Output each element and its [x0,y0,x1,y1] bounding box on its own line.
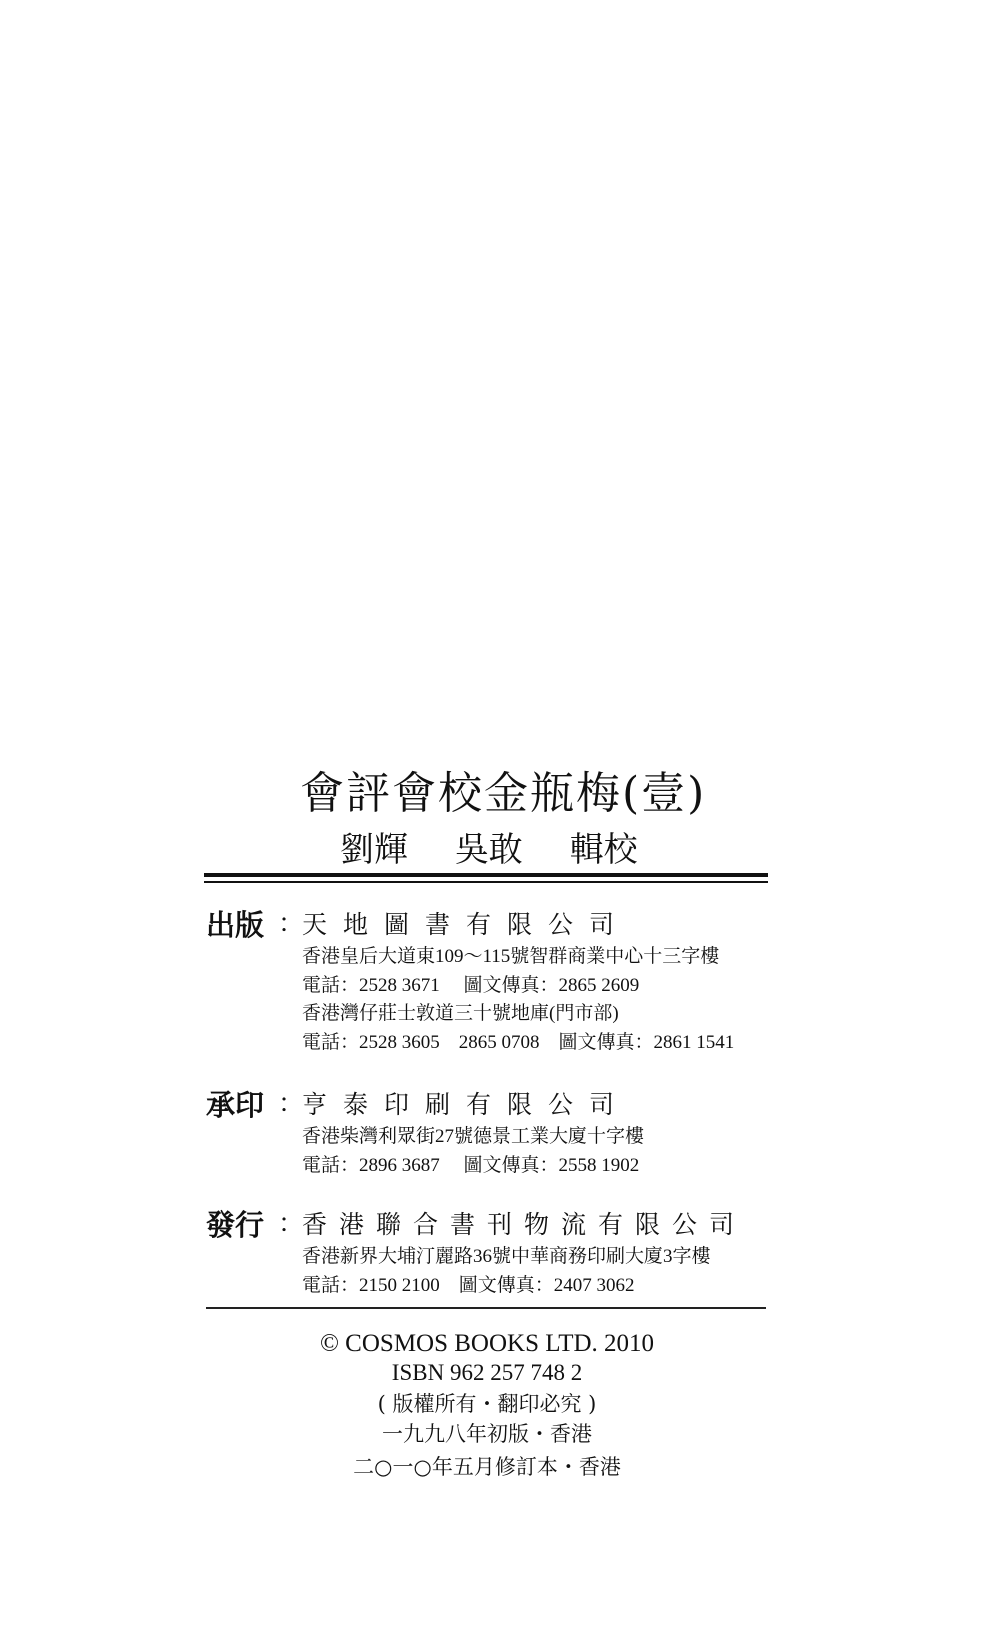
distributor-colon: ： [278,1209,305,1239]
publisher-name-char: 書 [425,910,451,939]
publisher-name-char: 公 [548,910,574,939]
editor-1: 劉輝 [340,830,408,870]
publisher-contact-2: 電話：2528 3605 2865 0708 圖文傳真：2861 1541 [302,1032,735,1053]
printer-label: 承印 [206,1088,265,1122]
publisher-name-char: 圖 [384,910,410,939]
printer-name [302,1085,619,1121]
printer-address: 香港柴灣利眾街27號德景工業大廈十字樓 [302,1126,645,1147]
copyright-line: © COSMOS BOOKS LTD. 2010 [319,1330,655,1357]
publisher-name-char: 司 [589,910,615,939]
rights-notice: ( 版權所有・翻印必究 ) [377,1392,597,1416]
revised-edition-line: 二○一○年五月修訂本・香港 [353,1455,621,1479]
isbn-line: ISBN 962 257 748 2 [391,1360,583,1385]
printer-name-char: 泰 [343,1090,369,1119]
printer-name-char: 亨 [302,1090,328,1119]
distributor-name-char: 書 [450,1210,476,1239]
publisher-address-1: 香港皇后大道東109～115號智群商業中心十三字樓 [302,946,720,967]
distributor-name-char: 港 [339,1210,365,1239]
distributor-name-char: 公 [672,1210,698,1239]
distributor-name-char: 香 [302,1210,328,1239]
printer-contact: 電話：2896 3687 圖文傳真：2558 1902 [302,1155,640,1176]
printer-name-char: 印 [384,1090,410,1119]
distributor-name-char: 聯 [376,1210,402,1239]
publisher-contact-1: 電話：2528 3671 圖文傳真：2865 2609 [302,975,640,996]
book-title: 會評會校金瓶梅(壹) [300,768,707,819]
printer-name-char: 限 [507,1090,533,1119]
distributor-address: 香港新界大埔汀麗路36號中華商務印刷大廈3字樓 [302,1246,711,1267]
printer-name-char: 有 [466,1090,492,1119]
first-edition-line: 一九九八年初版・香港 [382,1422,592,1446]
publisher-name-char: 有 [466,910,492,939]
distributor-label: 發行 [206,1208,265,1242]
printer-name-char: 公 [548,1090,574,1119]
printer-name-char: 刷 [425,1090,451,1119]
publisher-address-2: 香港灣仔莊士敦道三十號地庫(門市部) [302,1003,619,1024]
printer-name-char: 司 [589,1090,615,1119]
publisher-label: 出版 [206,908,265,942]
distributor-name-char: 合 [413,1210,439,1239]
editor-2: 吳敢 [454,830,523,870]
publisher-name-char: 限 [507,910,533,939]
distributor-name-char: 流 [561,1210,587,1239]
distributor-name [302,1205,737,1241]
distributor-name-char: 限 [635,1210,661,1239]
publisher-name-char: 天 [302,910,328,939]
distributor-name-char: 司 [709,1210,735,1239]
distributor-name-char: 有 [598,1210,624,1239]
double-rule [204,873,768,883]
thin-rule [206,1307,766,1309]
printer-colon: ： [278,1089,305,1119]
distributor-contact: 電話：2150 2100 圖文傳真：2407 3062 [302,1275,635,1296]
editor-role: 輯校 [569,830,638,870]
distributor-name-char: 物 [524,1210,550,1239]
publisher-name-char: 地 [343,910,369,939]
editors-line [340,822,638,871]
distributor-name-char: 刊 [487,1210,513,1239]
publisher-name [302,905,619,941]
publisher-colon: ： [278,909,305,939]
